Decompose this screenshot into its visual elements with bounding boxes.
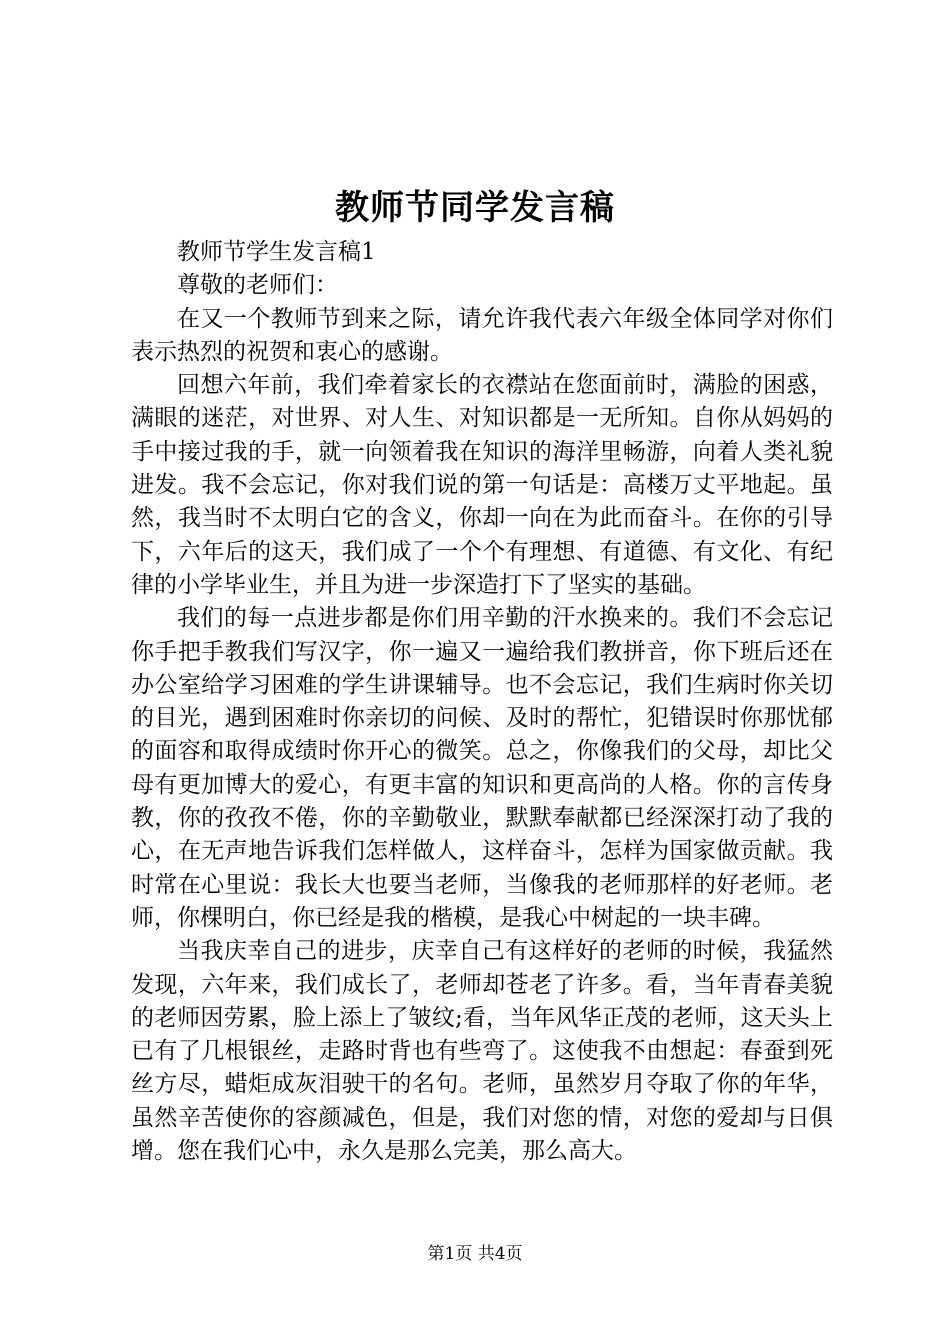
paragraph-intro: 在又一个教师节到来之际，请允许我代表六年级全体同学对你们表示热烈的祝贺和衷心的感谢。 [131,305,833,365]
paragraph-recollection: 回想六年前，我们牵着家长的衣襟站在您面前时，满脸的困惑，满眼的迷茫，对世界、对人生、对知识都是一无所知。自你从妈妈的手中接过我的手，就一向领着我在知识的海洋里畅游，向着人类礼貌进发。我不会忘记，你对我们说的第一句话是：高楼万丈平地起。虽然，我当时不太明白它的含义，你却一向在为此而奋斗。在你的引导下，六年后的这天，我们成了一个个有理想、有道德、有文化、有纪律的小学毕业生，并且为进一步深造打下了坚实的基础。 [131,372,833,598]
paragraph-subtitle: 教师节学生发言稿1 [177,239,376,265]
paragraph-salutation: 尊敬的老师们： [177,272,338,299]
paragraph-gratitude: 我们的每一点进步都是你们用辛勤的汗水换来的。我们不会忘记你手把手教我们写汉字，你一遍又一遍给我们教拼音，你下班后还在办公室给学习困难的学生讲课辅导。也不会忘记，我们生病时你关切的目光，遇到困难时你亲切的问候、及时的帮忙，犯错误时你那忧郁的面容和取得成绩时你开心的微笑。总之，你像我们的父母，却比父母有更加博大的爱心，有更丰富的知识和更高尚的人格。你的言传身教，你的孜孜不倦，你的辛勤敬业，默默奉献都已经深深打动了我的心，在无声地告诉我们怎样做人，这样奋斗，怎样为国家做贡献。我时常在心里说：我长大也要当老师，当像我的老师那样的好老师。老师，你棵明白，你已经是我的楷模，是我心中树起的一块丰碑。 [131,605,833,931]
page-number: 第1页 共4页 [427,1244,523,1264]
paragraph-reflection: 当我庆幸自己的进步，庆幸自己有这样好的老师的时候，我猛然发现，六年来，我们成长了，老师却苍老了许多。看，当年青春美貌的老师因劳累，脸上添上了皱纹;看，当年风华正茂的老师，这天头上已有了几根银丝，走路时背也有些弯了。这使我不由想起：春蚕到死丝方尽，蜡炬成灰泪驶干的名句。老师，虽然岁月夺取了你的年华，虽然辛苦使你的容颜减色，但是，我们对您的情，对您的爱却与日俱增。您在我们心中，永久是那么完美，那么高大。 [131,938,833,1165]
document-title: 教师节同学发言稿 [335,188,615,228]
document-body [131,236,833,1168]
